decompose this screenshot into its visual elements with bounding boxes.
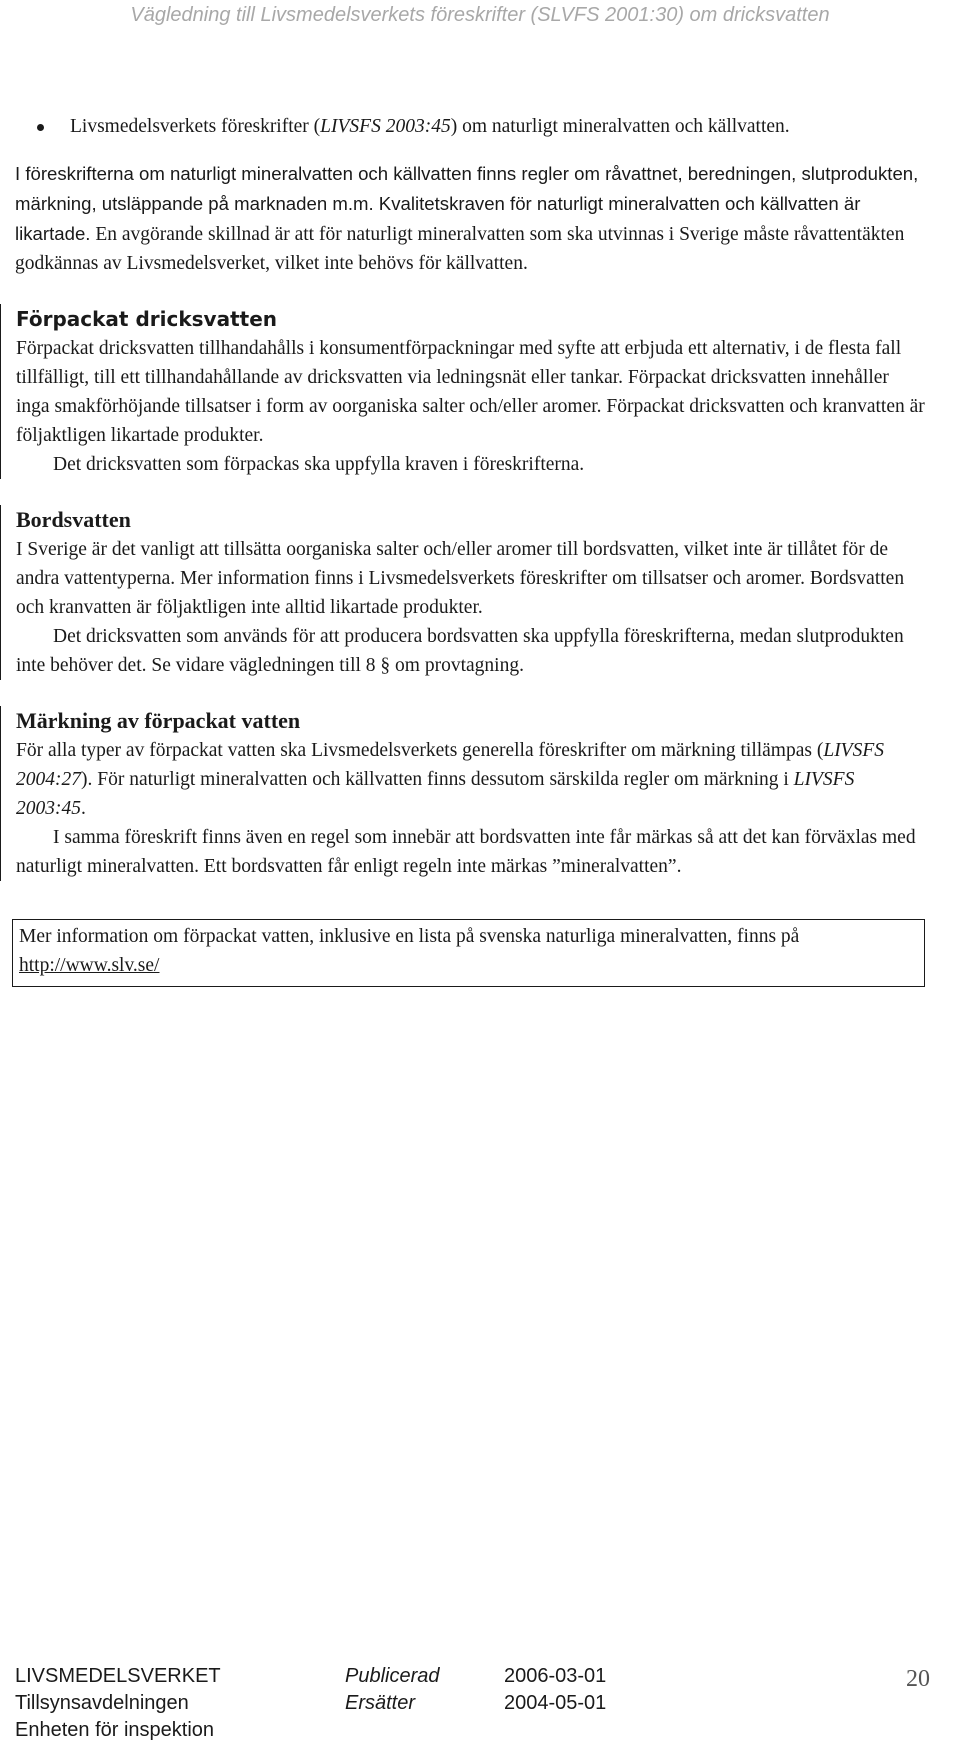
intro-paragraph	[15, 159, 925, 278]
markning-paragraph-1	[16, 736, 925, 823]
bordsvatten-paragraph-2: Det dricksvatten som används för att producera bordsvatten ska uppfylla föreskrifterna, medan slutprodukten inte behöver det. Se vidare vägledningen till 8 § om provtagning.	[16, 626, 904, 676]
page-number: 20	[906, 1666, 930, 1692]
markning-text-a: För alla typer av förpackat vatten ska Livsmedelsverkets generella föreskrifter om märkning tillämpas (	[16, 740, 824, 761]
footer-published-label: Publicerad	[345, 1665, 440, 1687]
markning-reference-2: LIVSFS 2003:45	[16, 769, 855, 819]
footer-org-block	[15, 1663, 221, 1744]
footer-published-date: 2006-03-01	[504, 1665, 607, 1687]
markning-text-b: ). För naturligt mineralvatten och källvatten finns dessutom särskilda regler om märkning i	[81, 769, 794, 790]
document-body	[15, 112, 925, 987]
slv-link[interactable]: http://www.slv.se/	[19, 955, 160, 976]
markning-text-c: .	[81, 798, 86, 819]
heading-forpackat: Förpackat dricksvatten	[16, 307, 277, 331]
footer-unit: Enheten för inspektion	[15, 1719, 215, 1741]
forpackat-paragraph-1: Förpackat dricksvatten tillhandahålls i konsumentförpackningar med syfte att erbjuda ett alternativ, i de flesta fall tillfälligt, till ett tillhandahållande av dricksvatten via ledningsnät eller tankar. Förpackat dricksvatten innehåller inga smakförhöjande tillsatser i form av oorganiska salter och/eller aromer. Förpackat dricksvatten och kranvatten är följaktligen likartade produkter.	[16, 338, 925, 446]
bordsvatten-paragraph-1: I Sverige är det vanligt att tillsätta oorganiska salter och/eller aromer till bordsvatten, vilket inte är tillåtet för de andra vattentyperna. Mer information finns i Livsmedelsverkets föreskrifter om tillsatser och aromer. Bordsvatten och kranvatten är följaktligen inte alltid likartade produkter.	[16, 539, 905, 618]
heading-markning: Märkning av förpackat vatten	[16, 708, 301, 733]
running-head: Vägledning till Livsmedelsverkets föreskrifter (SLVFS 2001:30) om dricksvatten	[130, 4, 830, 26]
section-forpackat	[0, 304, 925, 479]
footer-labels	[345, 1663, 440, 1717]
intro-serif-text: En avgörande skillnad är att för naturligt mineralvatten som ska utvinnas i Sverige måste råvattentäkten godkännas av Livsmedelsverket, vilket inte behövs för källvatten.	[15, 224, 905, 274]
footer-dept: Tillsynsavdelningen	[15, 1692, 189, 1714]
info-box	[12, 919, 925, 987]
section-markning	[0, 706, 925, 881]
info-box-text: Mer information om förpackat vatten, inklusive en lista på svenska naturliga mineralvatten, finns på	[19, 926, 800, 947]
bullet-text-end: ) om naturligt mineralvatten och källvatten.	[450, 116, 790, 137]
bullet-dot-icon	[37, 124, 44, 131]
intro-sans-text: I föreskrifterna om naturligt mineralvatten och källvatten finns regler om råvattnet, beredningen, slutprodukten, märkning, utsläppande på marknaden m.m. Kvalitetskraven för naturligt mineralvatten och källvatten är likartade.	[15, 163, 919, 244]
footer-replaces-label: Ersätter	[345, 1692, 416, 1714]
markning-reference-1: LIVSFS 2004:27	[16, 740, 885, 790]
heading-bordsvatten: Bordsvatten	[16, 507, 131, 532]
section-bordsvatten	[0, 505, 925, 680]
bullet-item	[15, 112, 925, 141]
footer-replaces-date: 2004-05-01	[504, 1692, 607, 1714]
footer-org: LIVSMEDELSVERKET	[15, 1665, 221, 1687]
forpackat-paragraph-2: Det dricksvatten som förpackas ska uppfylla kraven i föreskrifterna.	[53, 454, 585, 475]
markning-paragraph-2: I samma föreskrift finns även en regel som innebär att bordsvatten inte får märkas så att det kan förväxlas med naturligt mineralvatten. Ett bordsvatten får enligt regeln inte märkas ”mineralvatten”.	[16, 827, 916, 877]
footer-dates	[504, 1663, 606, 1717]
bullet-reference: LIVSFS 2003:45	[320, 116, 451, 137]
bullet-text-start: Livsmedelsverkets föreskrifter (	[70, 116, 321, 137]
